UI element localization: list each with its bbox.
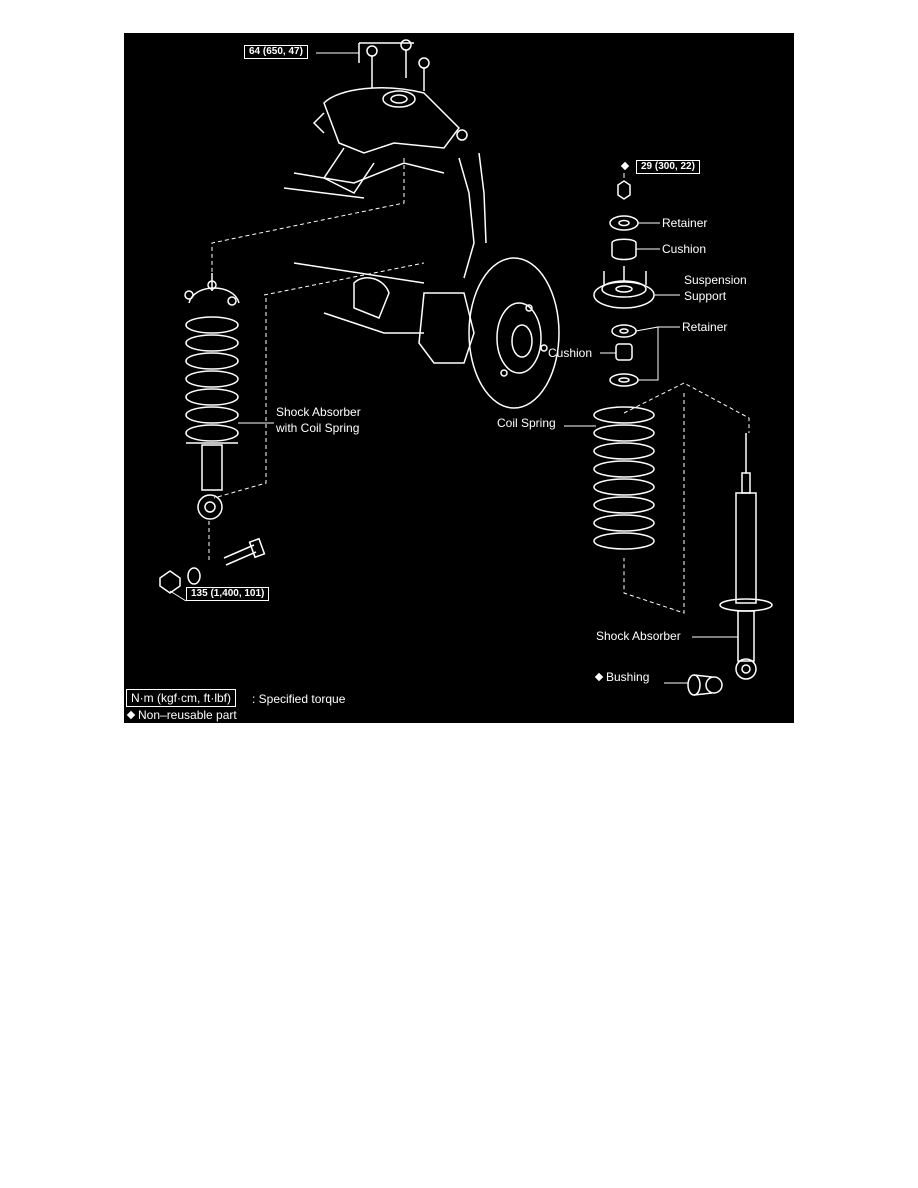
bushing (688, 675, 722, 695)
knuckle-assembly (294, 153, 559, 408)
label-shock-with-spring-1: Shock Absorber (276, 405, 361, 419)
lower-bolt-set (160, 539, 264, 593)
diagram-artwork (124, 33, 794, 723)
legend-non-reusable-text: Non–reusable part (138, 708, 237, 722)
label-suspension-support-1: Suspension (684, 273, 747, 287)
label-bushing-text: Bushing (606, 670, 650, 684)
upper-stack (594, 181, 654, 386)
label-retainer-upper: Retainer (662, 216, 708, 230)
label-shock-with-spring-2: with Coil Spring (276, 421, 360, 435)
legend-torque-unit: N·m (kgf·cm, ft·lbf) (126, 689, 236, 707)
coil-spring (594, 407, 654, 549)
torque-value-support-nut: 29 (300, 22) (641, 161, 695, 172)
torque-label-lower-bolt: 135 (1,400, 101) (186, 587, 269, 601)
label-cushion-lower: Cushion (548, 346, 593, 360)
shock-with-coil-spring (185, 273, 239, 519)
label-coil-spring: Coil Spring (497, 416, 556, 430)
label-suspension-support-2: Support (684, 289, 727, 303)
torque-label-support-nut (636, 160, 700, 174)
torque-label-upper-arm: 64 (650, 47) (244, 45, 308, 59)
label-shock-absorber: Shock Absorber (596, 629, 681, 643)
upper-control-arm (284, 40, 467, 198)
non-reusable-diamond-icon (127, 711, 135, 719)
label-cushion-upper: Cushion (662, 242, 707, 256)
shock-absorber (720, 433, 772, 679)
label-retainer-lower: Retainer (682, 320, 728, 334)
non-reusable-diamond-icon (595, 673, 603, 681)
legend-torque-desc: : Specified torque (252, 692, 346, 706)
label-bushing (594, 670, 649, 684)
exploded-diagram (124, 33, 794, 723)
legend-non-reusable (126, 708, 237, 722)
